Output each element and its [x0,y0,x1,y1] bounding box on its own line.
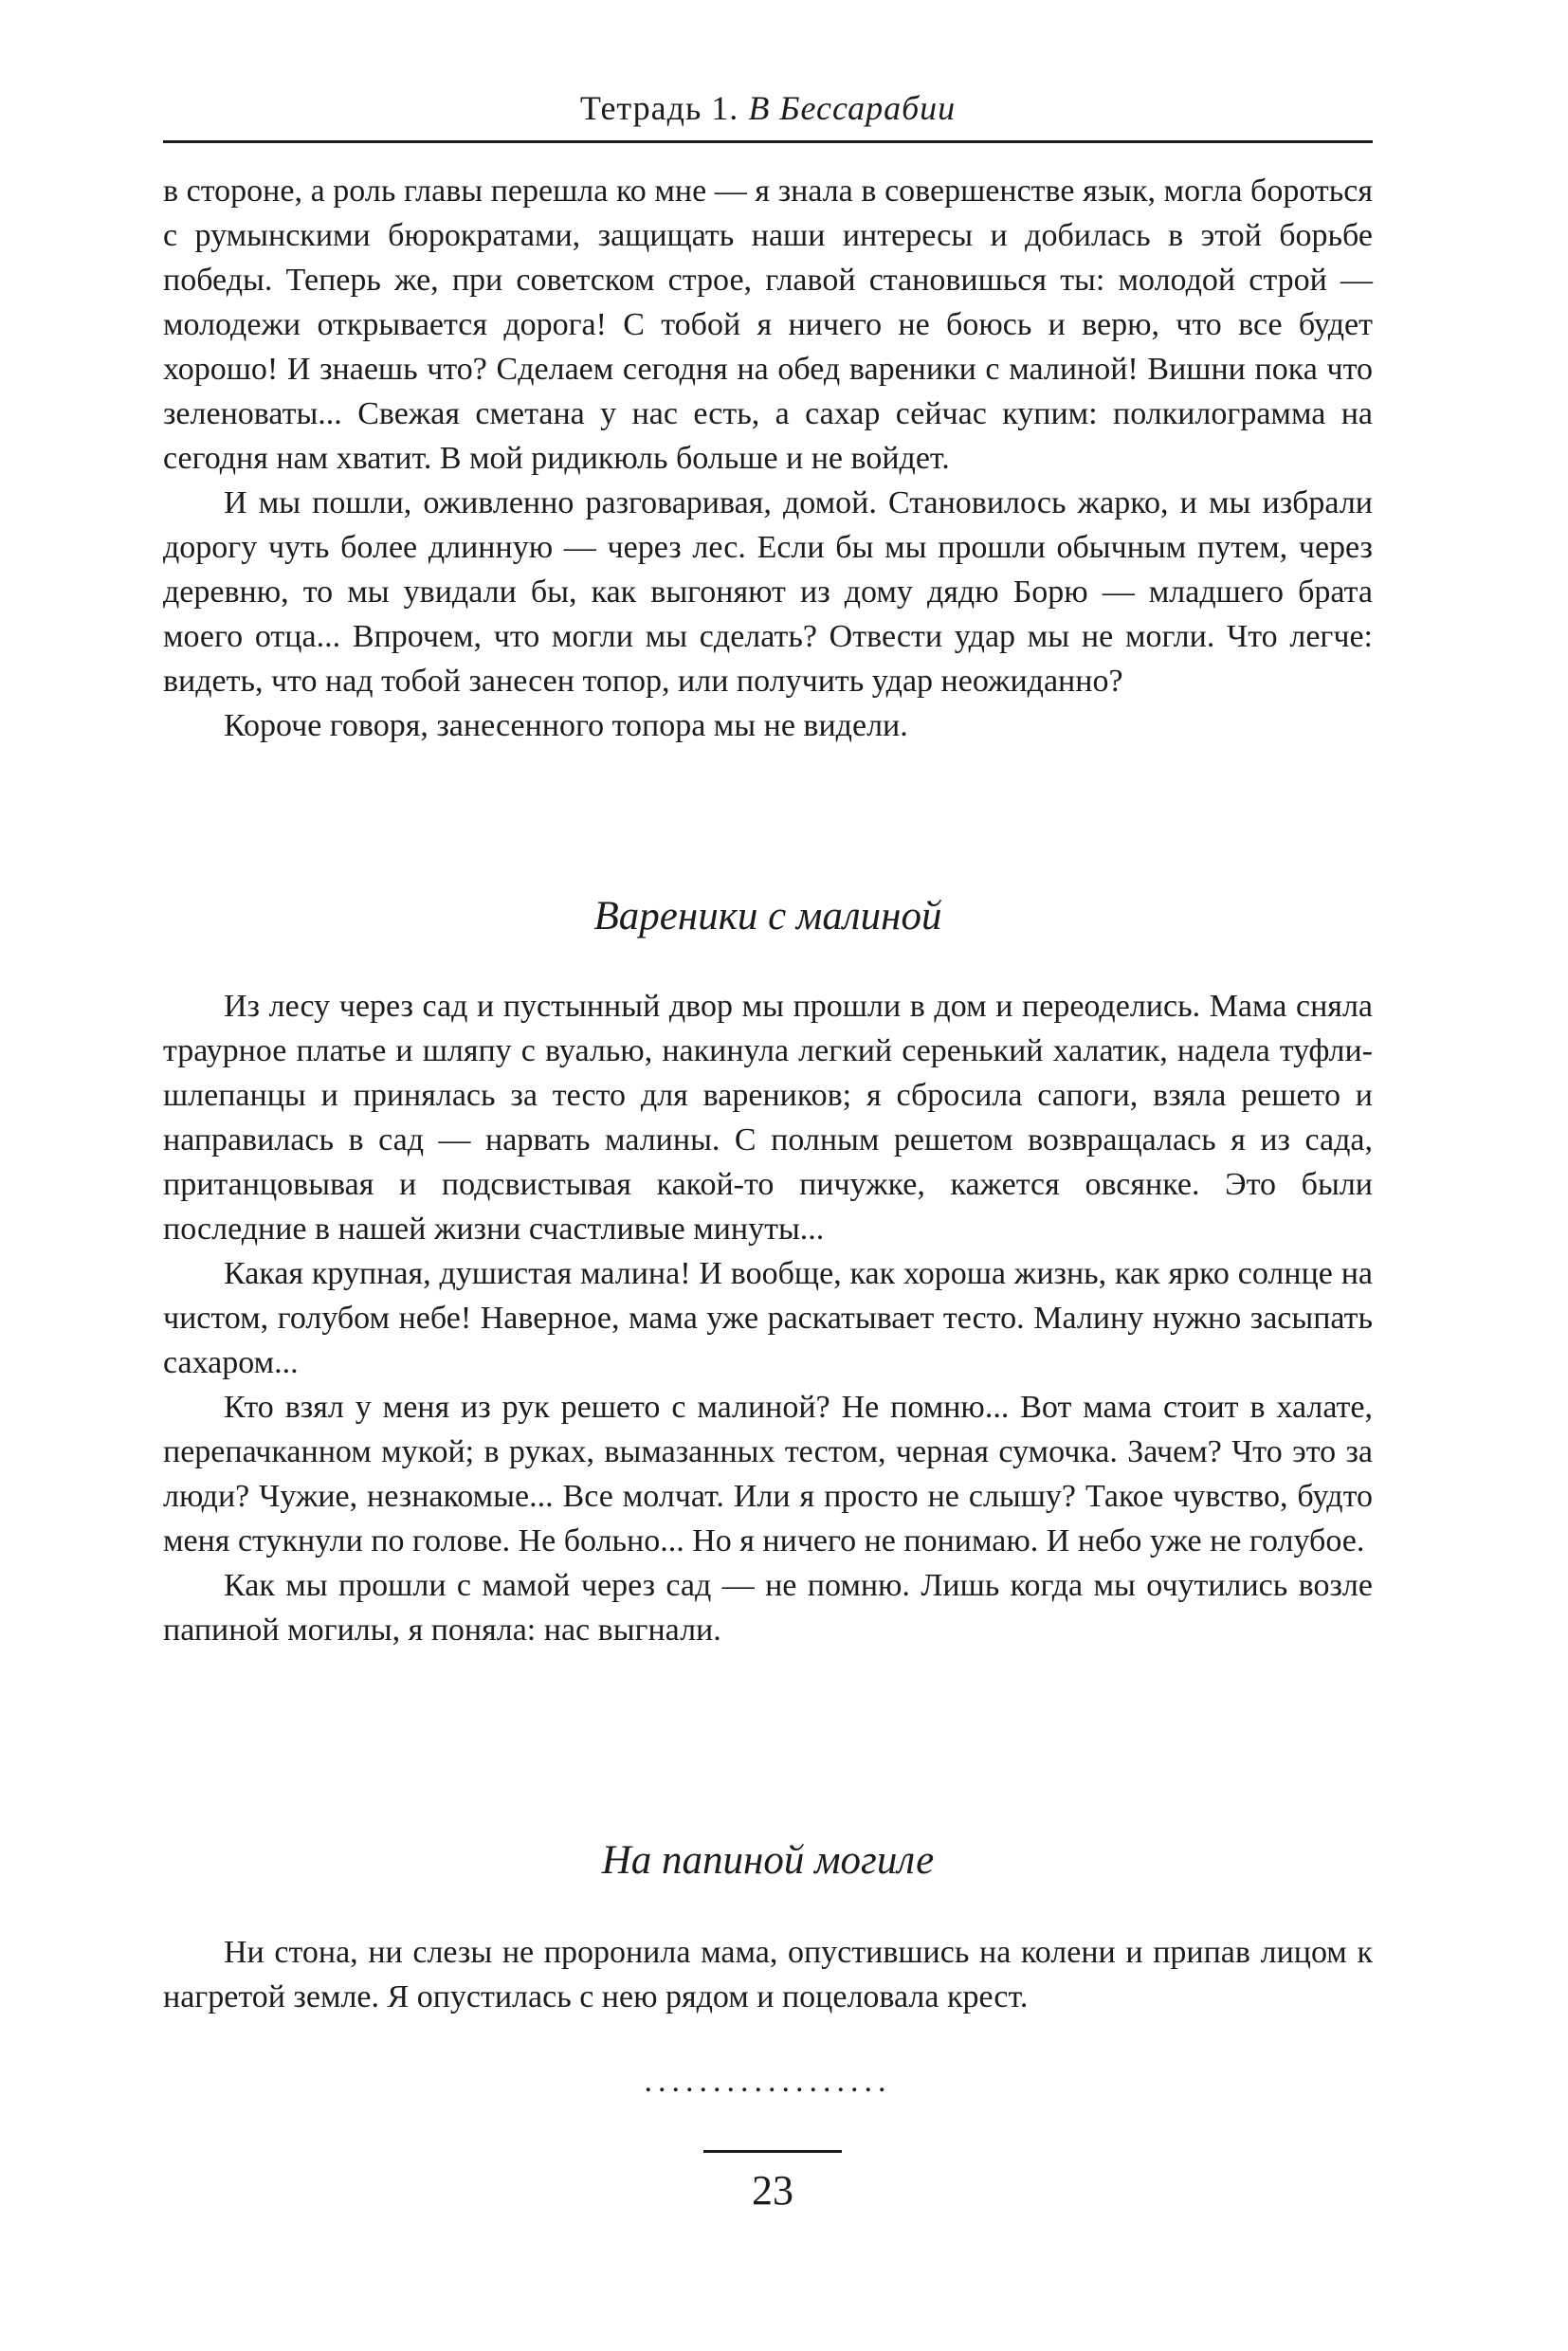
running-header [163,87,1373,129]
footer-rule [703,2150,842,2153]
paragraph: в стороне, а роль главы перешла ко мне — я знала в совершенстве язык, могла бороться с румынскими бюрократами, защищать наши интересы и добилась в этой борьбе победы. Теперь же, при советском строе, главой становишься ты: молодой строй — молодежи открывается дорога! С тобой я ничего не боюсь и верю, что все будет хорошо! И знаешь что? Сделаем сегодня на обед вареники с малиной! Вишни пока что зеленоваты... Свежая сметана у нас есть, а сахар сейчас купим: полкилограмма на сегодня нам хватит. В мой ридикюль больше и не войдет. [163,173,1373,476]
paragraph: Ни стона, ни слезы не проронила мама, опустившись на колени и припав лицом к нагретой земле. Я опустилась с нею рядом и поцеловала крест. [163,1935,1373,2014]
paragraph: И мы пошли, оживленно разговаривая, домой. Становилось жарко, и мы избрали дорогу чуть более длинную — через лес. Если бы мы прошли обычным путем, через деревню, то мы увидали бы, как выгоняют из дому дядю Борю — младшего брата моего отца... Впрочем, что могли мы сделать? Отвести удар мы не могли. Что легче: видеть, что над тобой занесен топор, или получить удар неожиданно? [163,485,1373,699]
ellipsis-separator: .................. [644,2064,892,2099]
paragraph: Кто взял у меня из рук решето с малиной? Не помню... Вот мама стоит в халате, перепачканном мукой; в руках, вымазанных тестом, черная сумочка. Зачем? Что это за люди? Чужие, незнакомые... Все молчат. Или я просто не слышу? Такое чувство, будто меня стукнули по голове. Не больно... Но я ничего не понимаю. И небо уже не голубое. [163,1390,1373,1558]
paragraph: Короче говоря, занесенного топора мы не видели. [224,708,908,743]
section-title-grave: На папиной могиле [601,1838,935,1883]
text-block-2 [163,984,1373,1652]
chapter-title: В Бессарабии [748,89,957,127]
header-rule [163,140,1373,143]
paragraph: Как мы прошли с мамой через сад — не помню. Лишь когда мы очутились возле папиной могилы, я поняла: нас выгнали. [163,1568,1373,1648]
text-block-3 [163,1930,1373,2019]
text-block-1 [163,169,1373,748]
paragraph: Какая крупная, душистая малина! И вообще, как хороша жизнь, как ярко солнце на чистом, голубом небе! Наверное, мама уже раскатывает тесто. Малину нужно засыпать сахаром... [163,1256,1373,1380]
paragraph: Из лесу через сад и пустынный двор мы прошли в дом и переоделись. Мама сняла траурное платье и шляпу с вуалью, накинула легкий серенький халатик, надела туфли-шлепанцы и принялась за тесто для вареников; я сбросила сапоги, взяла решето и направилась в сад — нарвать малины. С полным решетом возвращалась я из сада, пританцовывая и подсвистывая какой-то пичужке, кажется овсянке. Это были последние в нашей жизни счастливые минуты... [163,989,1373,1247]
notebook-label: Тетрадь 1. [579,89,739,127]
section-title-vareniki: Вареники с малиной [593,894,942,939]
page-number: 23 [752,2167,793,2214]
